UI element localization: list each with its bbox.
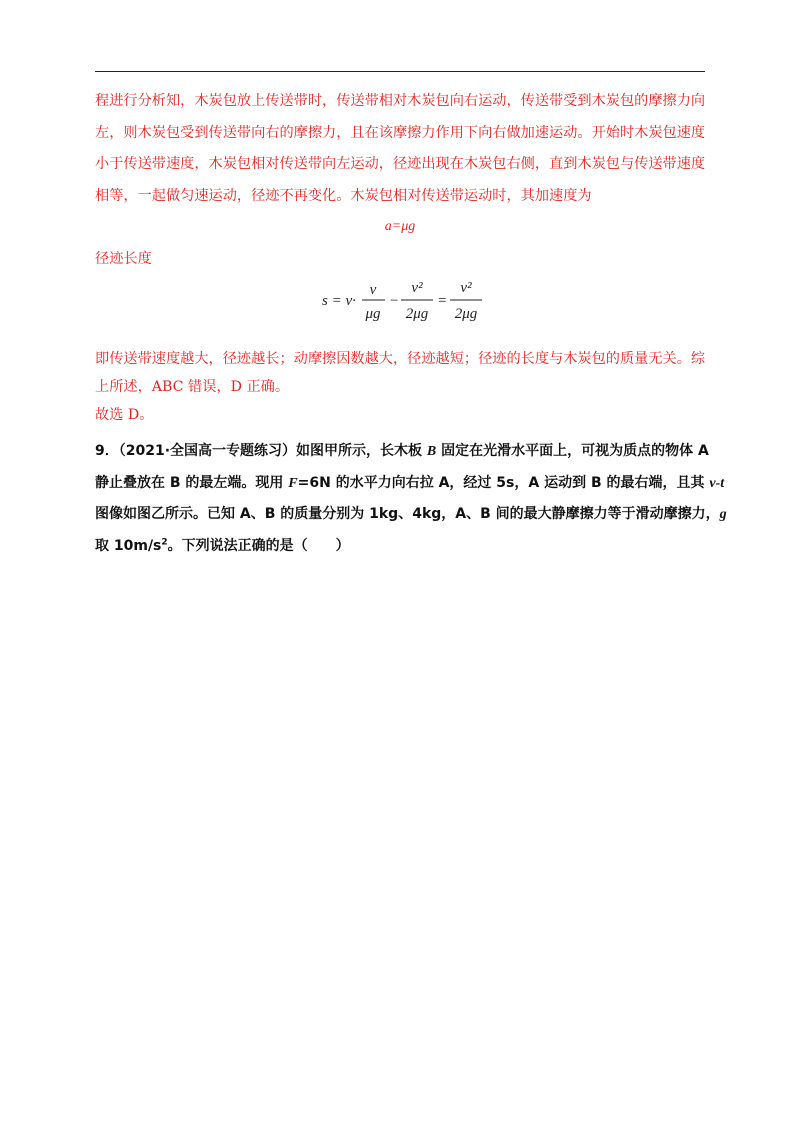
solution-paragraph-1 [95,86,705,212]
var-F: F [288,475,298,491]
question-text: 静止叠放在 B 的最左端。现用 [95,474,289,491]
solution-line: 相等，一起做匀速运动，径迹不再变化。木炭包相对传送带运动时，其加速度为 [95,187,592,204]
question-9 [95,436,727,562]
question-text: （2021·全国高一专题练习）如图甲所示，长木板 [118,443,427,459]
question-text: 取 10m/s [95,537,162,554]
frac2-denominator: 2μg [405,306,429,322]
answer-line: 故选 D。 [95,407,154,423]
var-g: g [719,507,727,522]
question-text: 。下列说法正确的是（ ） [167,537,350,554]
solution-paragraph-2 [95,345,705,401]
formula-lhs: s = v· [322,293,356,309]
solution-line: 左，则木炭包受到传送带向右的摩擦力，且在该摩擦力作用下向右做加速运动。开始时木炭包速度 [95,124,706,141]
solution-line: 程进行分析知，木炭包放上传送带时，传送带相对木炭包向右运动，传送带受到木炭包的摩擦力向 [95,93,706,109]
track-length-formula [322,277,502,327]
unit-superscript: 2 [161,536,168,547]
var-vt: v-t [709,475,725,491]
frac3-denominator: 2μg [454,306,478,322]
solution-line: 上所述，ABC 错误，D 正确。 [95,379,290,395]
acceleration-formula: a=μg [384,219,416,234]
question-line-1 [95,436,710,468]
var-B: B [426,444,437,459]
header-rule [95,71,705,72]
frac1-denominator: μg [365,306,381,322]
solution-line: 小于传送带速度，木炭包相对传送带向左运动，径迹出现在木炭包右侧，直到木炭包与传送带速度 [95,156,706,172]
frac2-numerator: v² [411,280,423,296]
question-number: 9． [95,443,119,459]
frac1-numerator: v [369,282,377,298]
question-line-3 [95,499,727,531]
question-text: =6N 的水平力向右拉 A，经过 5s，A 运动到 B 的最右端，且其 [297,474,710,491]
solution-line: 即传送带速度越大，径迹越长；动摩擦因数越大，径迹越短；径迹的长度与木炭包的质量无关。综 [95,351,706,367]
question-text: 固定在光滑水平面上，可视为质点的物体 A [436,443,709,459]
question-line-2 [95,468,725,500]
frac3-numerator: v² [460,280,472,296]
track-length-label: 径迹长度 [95,251,152,267]
question-text: 图像如图乙所示。已知 A、B 的质量分别为 1kg、4kg，A、B 间的最大静摩擦力等于滑动摩擦力， [95,506,720,522]
formula-minus: − [390,293,399,309]
formula-equals: = [438,293,447,309]
question-line-4 [95,531,710,563]
